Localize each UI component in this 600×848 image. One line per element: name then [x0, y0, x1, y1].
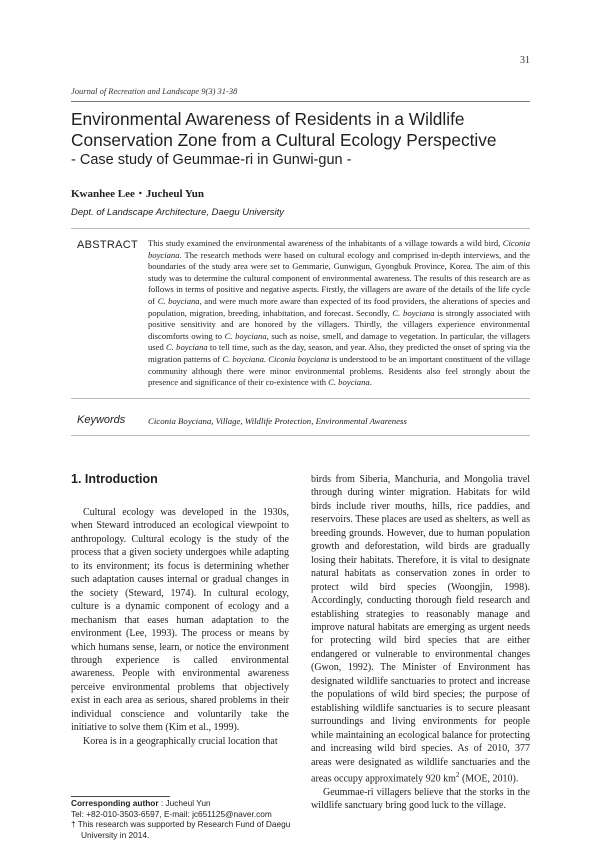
affiliation: Dept. of Landscape Architecture, Daegu University — [71, 207, 284, 218]
paragraph: Cultural ecology was developed in the 1930s, when Steward introduced an ecological viewpoint to anthropology. Cultural ecology is the study of the process that a given society undergoes while adapting to its environment; its focus is determining whether such adaptation causes internal or gradual changes in the society (Steward, 1974). In cultural ecology, culture is a dynamic component of ecology and a mechanism that eases human adaptation to the environment (Lee, 1993). The process or means by which humans sense, learn, or notice the environment through experience is called environmental awareness. People with environmental awareness perceive environmental problems that objectively exist in each area as serious, shared problems in their individual conscience and voluntarily take the initiative to solve them (Kim et al., 1999). — [71, 507, 289, 734]
paragraph-text: birds from Siberia, Manchuria, and Mongolia travel through during winter migration. Habitats for wild birds include river mouths, hills, rice paddies, and reservoirs. These places are used as shelters, as well as breeding grounds. However, due to human population growth and deforestation, wild birds are gradually losing their habitats. Therefore, it is vital to designate natural habitats as conservation zones in order to protect wild bird species (Woongjin, 1998). Accordingly, conducting thorough field research and establishing strategies to reasonably manage and improve natural habitats are emerging as urgent needs for protecting wild bird species that are either endangered or vulnerable to environmental changes (Gwon, 1992). The Minister of Environment has designated wildlife sanctuaries to protect and increase the populations of wild bird species; the purpose of establishing wildlife sanctuaries is to secure pleasant surroundings and living environments for people while maintaining an ecological balance for protecting and increasing wild bird species. As of 2010, 377 areas were designated as wildlife sanctuaries and the areas occupy approximately 920 km — [311, 474, 530, 785]
footnote-rule — [71, 796, 170, 797]
corresponding-label: Corresponding author — [71, 798, 159, 808]
abstract-divider-top — [71, 228, 530, 229]
page-number: 31 — [520, 55, 530, 66]
keywords-label: Keywords — [77, 414, 126, 426]
body-column-left — [71, 506, 289, 748]
page-subtitle: - Case study of Geummae-ri in Gunwi-gun - — [71, 152, 352, 168]
section-heading: 1. Introduction — [71, 472, 158, 486]
corresponding-name: : Jucheul Yun — [158, 798, 211, 808]
corresponding-author — [71, 798, 296, 809]
abstract-label: ABSTRACT — [77, 239, 139, 251]
page-title: Environmental Awareness of Residents in a Wildlife Conservation Zone from a Cultural Ecology Perspective — [71, 109, 497, 150]
paragraph-text-end: (MOE, 2010). — [459, 773, 519, 785]
paragraph — [311, 473, 530, 786]
funding-note: † This research was supported by Research Fund of Daegu University in 2014. — [71, 819, 291, 840]
body-column-right — [311, 473, 530, 813]
header-rule — [71, 101, 530, 102]
paragraph: Geummae-ri villagers believe that the storks in the wildlife sanctuary bring good luck to the village. — [311, 786, 530, 812]
paragraph: Korea is in a geographically crucial location that — [83, 735, 278, 747]
contact-info: Tel: +82-010-3503-6597, E-mail: jc651125@naver.com — [71, 808, 272, 819]
footnote — [71, 798, 296, 840]
abstract-divider-bottom — [71, 435, 530, 436]
abstract-divider-middle — [71, 398, 530, 399]
authors: Kwanhee Lee・Jucheul Yun — [71, 188, 205, 200]
journal-info: Journal of Recreation and Landscape 9(3) 31-38 — [71, 86, 238, 96]
abstract-text: This study examined the environmental awareness of the inhabitants of a village towards a wild bird, Ciconia boyciana. The research methods were based on cultural ecology and comprised in-depth interviews, and the boundaries of the study area were set to Gemmarie, Gunwigun, Gyongbuk Province, Korea. The aim of this study was to determine the cultural component of environmental awareness. The results of this research are as follows in terms of positive and negative aspects. Firstly, the villagers are aware of the details of the life cycle of C. boyciana, and were much more aware than expected of its food providers, the alterations of species and population, migration, breeding, inhabitation, and forecast. Secondly, C. boyciana is strongly associated with positive sensitivity and are honored by the villagers. Thirdly, the villagers experience environmental discomforts owing to C. boyciana, such as noise, smell, and damage to vegetation. In particular, the villagers used C. boyciana to tell time, such as the day, season, and year. Also, they predicted the onset of spring via the migration patterns of C. boyciana. Ciconia boyciana is understood to be an important constituent of the village community although there were minor environmental problems. Residents also feel strongly about the presence and significance of their co-existence with C. boyciana. — [148, 238, 531, 388]
keywords-text: Ciconia Boyciana, Village, Wildlife Protection, Environmental Awareness — [148, 416, 407, 426]
superscript: 2 — [455, 770, 460, 779]
